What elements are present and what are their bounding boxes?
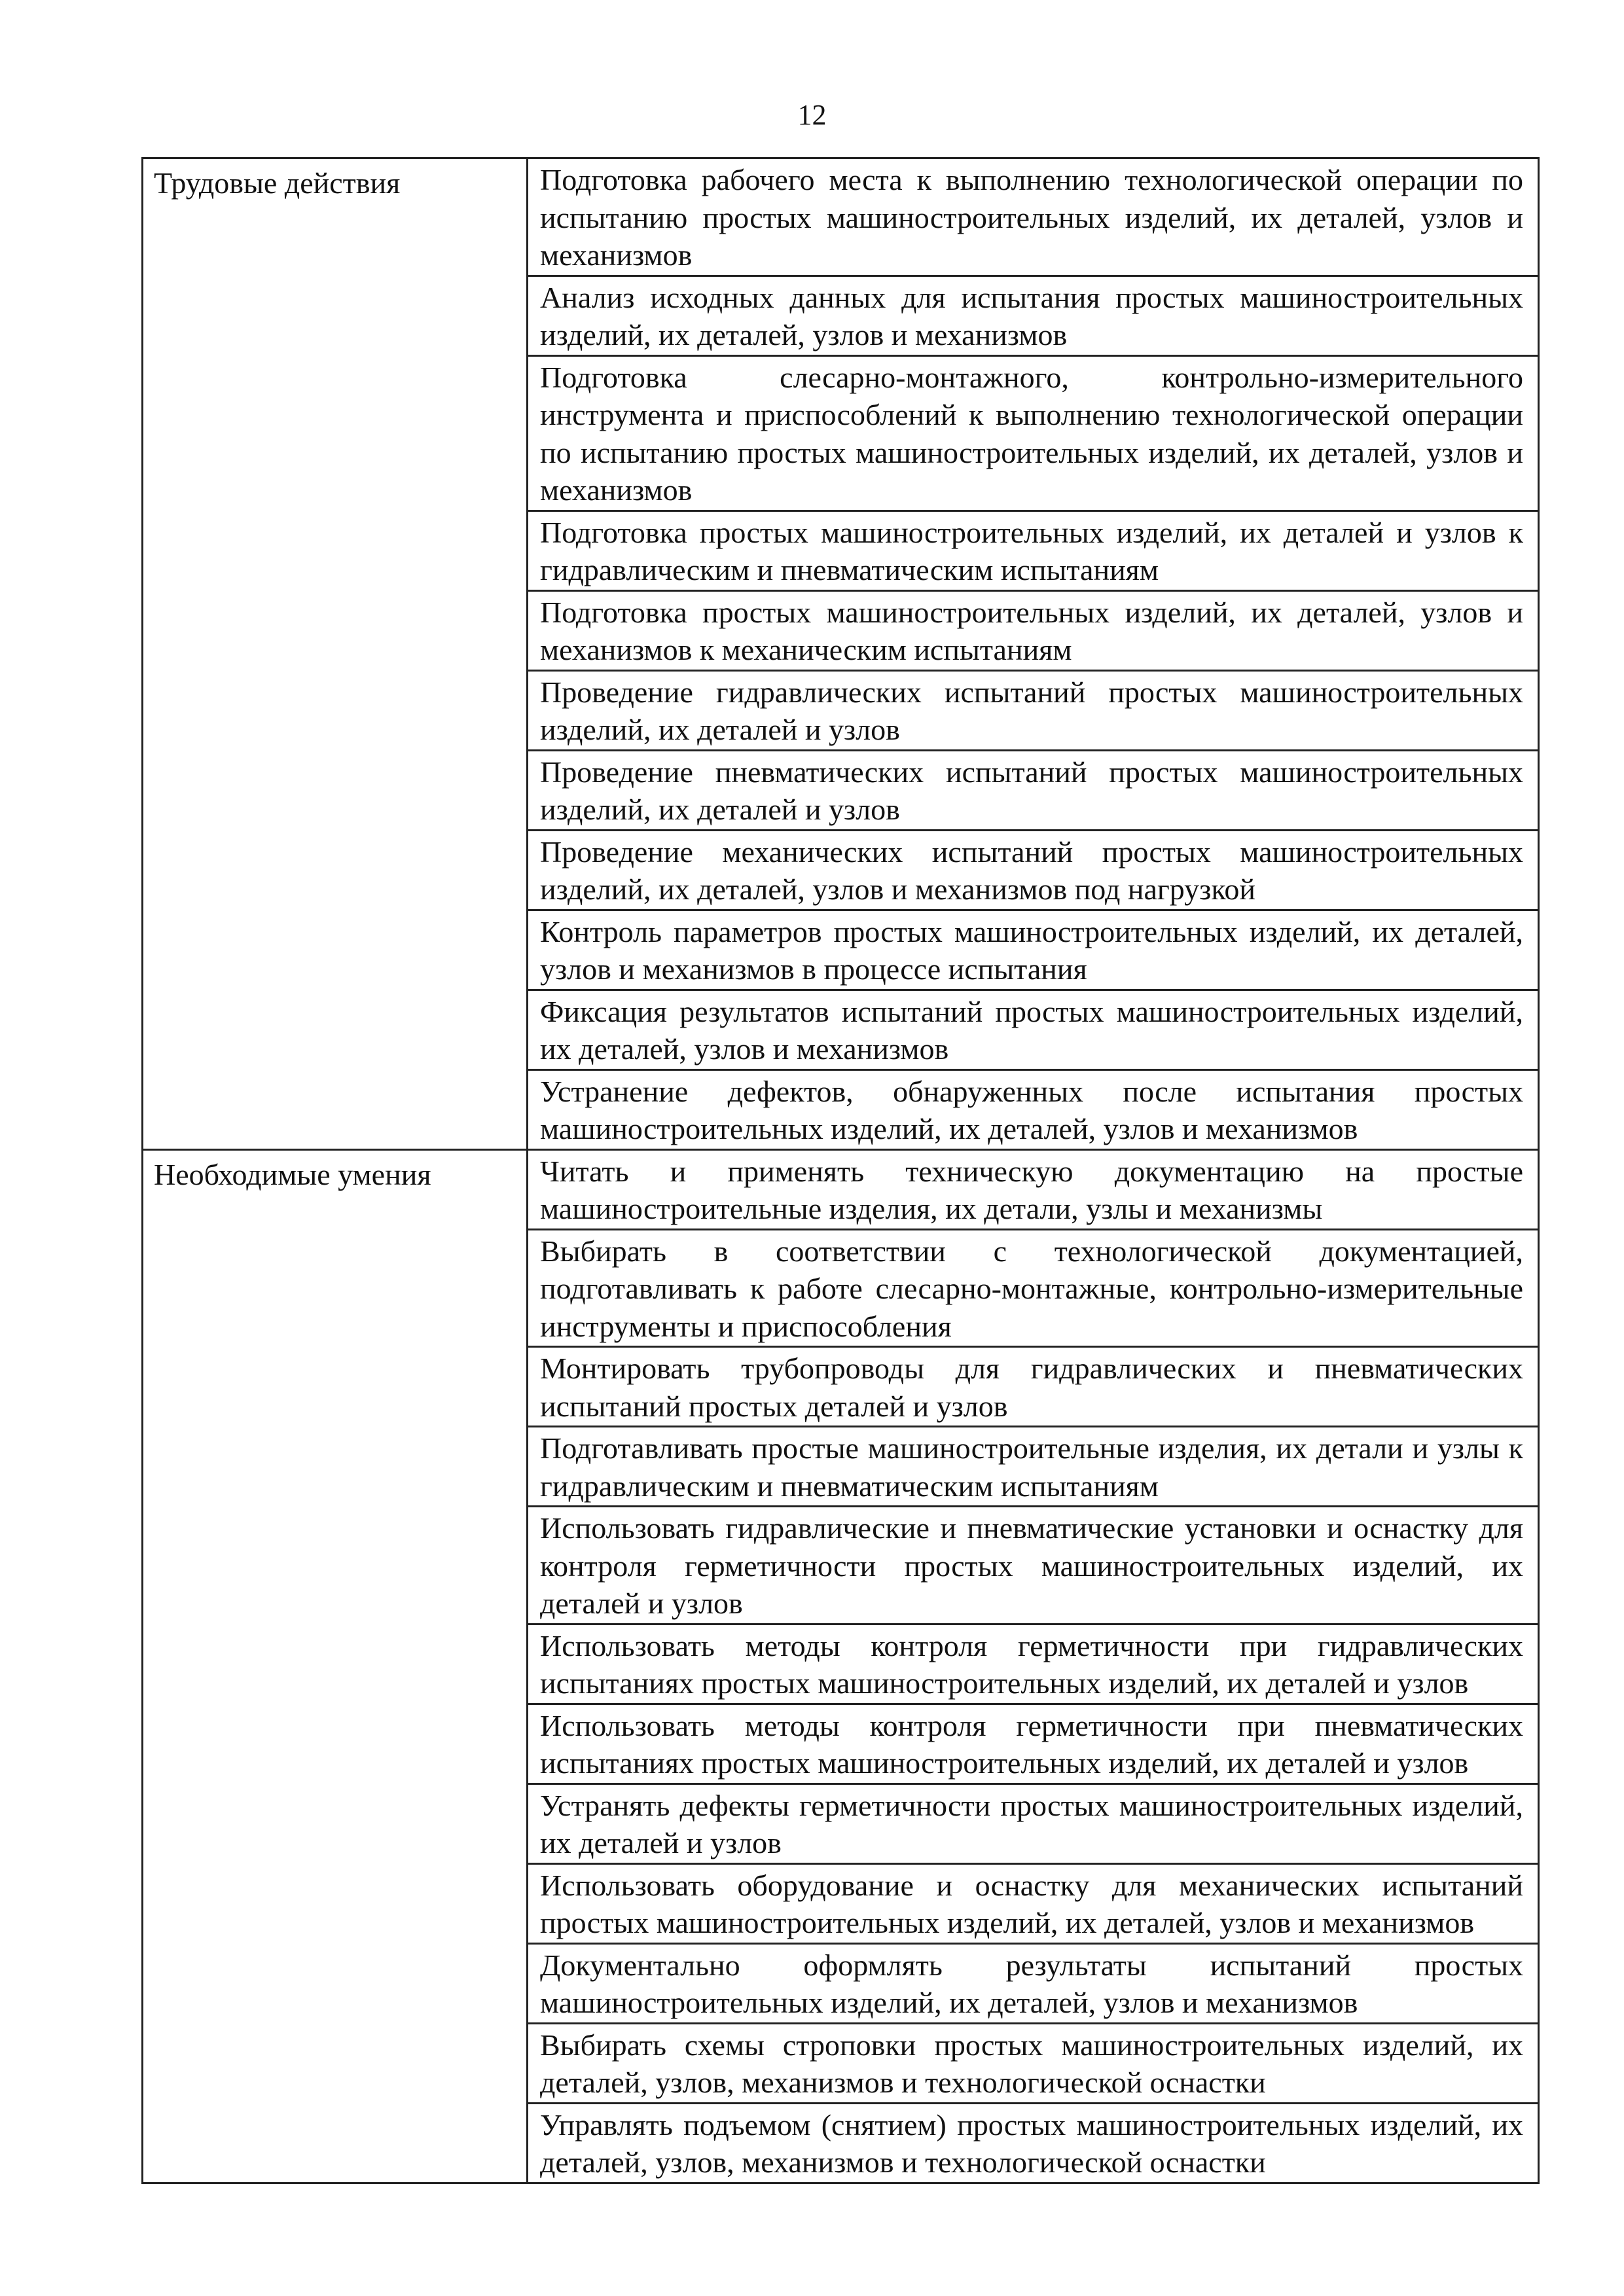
list-item: Фиксация результатов испытаний простых машиностроительных изделий, их деталей, узлов и механизмов <box>528 989 1538 1069</box>
list-item: Подготовка слесарно-монтажного, контрольно-измерительного инструмента и приспособлений к выполнению технологической операции по испытанию простых машиностроительных изделий, их деталей, узлов и механизмов <box>528 355 1538 510</box>
row-label-required-skills: Необходимые умения <box>143 1149 528 2183</box>
list-item: Подготовка рабочего места к выполнению технологической операции по испытанию простых машиностроительных изделий, их деталей, узлов и механизмов <box>540 163 1523 272</box>
table-row-labor-actions <box>143 158 1539 1150</box>
list-item: Проведение пневматических испытаний простых машиностроительных изделий, их деталей и узлов <box>528 749 1538 829</box>
list-item: Выбирать схемы строповки простых машиностроительных изделий, их деталей, узлов, механизмов и технологической оснастки <box>528 2022 1538 2102</box>
list-item: Документально оформлять результаты испытаний простых машиностроительных изделий, их деталей, узлов и механизмов <box>528 1943 1538 2022</box>
list-item: Проведение механических испытаний простых машиностроительных изделий, их деталей, узлов и механизмов под нагрузкой <box>528 829 1538 909</box>
list-item: Управлять подъемом (снятием) простых машиностроительных изделий, их деталей, узлов, механизмов и технологической оснастки <box>528 2102 1538 2182</box>
list-item: Подготовка простых машиностроительных изделий, их деталей, узлов и механизмов к механическим испытаниям <box>528 590 1538 670</box>
list-item: Монтировать трубопроводы для гидравлических и пневматических испытаний простых деталей и узлов <box>528 1346 1538 1426</box>
requirements-table <box>141 157 1540 2184</box>
list-item: Устранение дефектов, обнаруженных после испытания простых машиностроительных изделий, их деталей, узлов и механизмов <box>528 1069 1538 1149</box>
list-item: Использовать гидравлические и пневматические установки и оснастку для контроля герметичности простых машиностроительных изделий, их деталей и узлов <box>528 1505 1538 1623</box>
required-skills-list <box>528 1149 1539 2183</box>
row-label-labor-actions: Трудовые действия <box>143 158 528 1150</box>
list-item: Использовать оборудование и оснастку для механических испытаний простых машиностроительных изделий, их деталей, узлов и механизмов <box>528 1863 1538 1943</box>
list-item: Устранять дефекты герметичности простых машиностроительных изделий, их деталей и узлов <box>528 1783 1538 1863</box>
page-number: 12 <box>797 99 827 131</box>
list-item: Читать и применять техническую документацию на простые машиностроительные изделия, их детали, узлы и механизмы <box>540 1154 1523 1225</box>
list-item: Проведение гидравлических испытаний простых машиностроительных изделий, их деталей и узлов <box>528 670 1538 749</box>
list-item: Использовать методы контроля герметичности при гидравлических испытаниях простых машиностроительных изделий, их деталей и узлов <box>528 1623 1538 1703</box>
labor-actions-list <box>528 158 1539 1150</box>
table-row-required-skills <box>143 1149 1539 2183</box>
list-item: Анализ исходных данных для испытания простых машиностроительных изделий, их деталей, узлов и механизмов <box>528 275 1538 355</box>
list-item: Использовать методы контроля герметичности при пневматических испытаниях простых машиностроительных изделий, их деталей и узлов <box>528 1703 1538 1783</box>
list-item: Подготовка простых машиностроительных изделий, их деталей и узлов к гидравлическим и пневматическим испытаниям <box>528 510 1538 590</box>
list-item: Выбирать в соответствии с технологической документацией, подготавливать к работе слесарно-монтажные, контрольно-измерительные инструменты и приспособления <box>528 1229 1538 1346</box>
list-item: Контроль параметров простых машиностроительных изделий, их деталей, узлов и механизмов в процессе испытания <box>528 909 1538 989</box>
list-item: Подготавливать простые машиностроительные изделия, их детали и узлы к гидравлическим и пневматическим испытаниям <box>528 1426 1538 1505</box>
